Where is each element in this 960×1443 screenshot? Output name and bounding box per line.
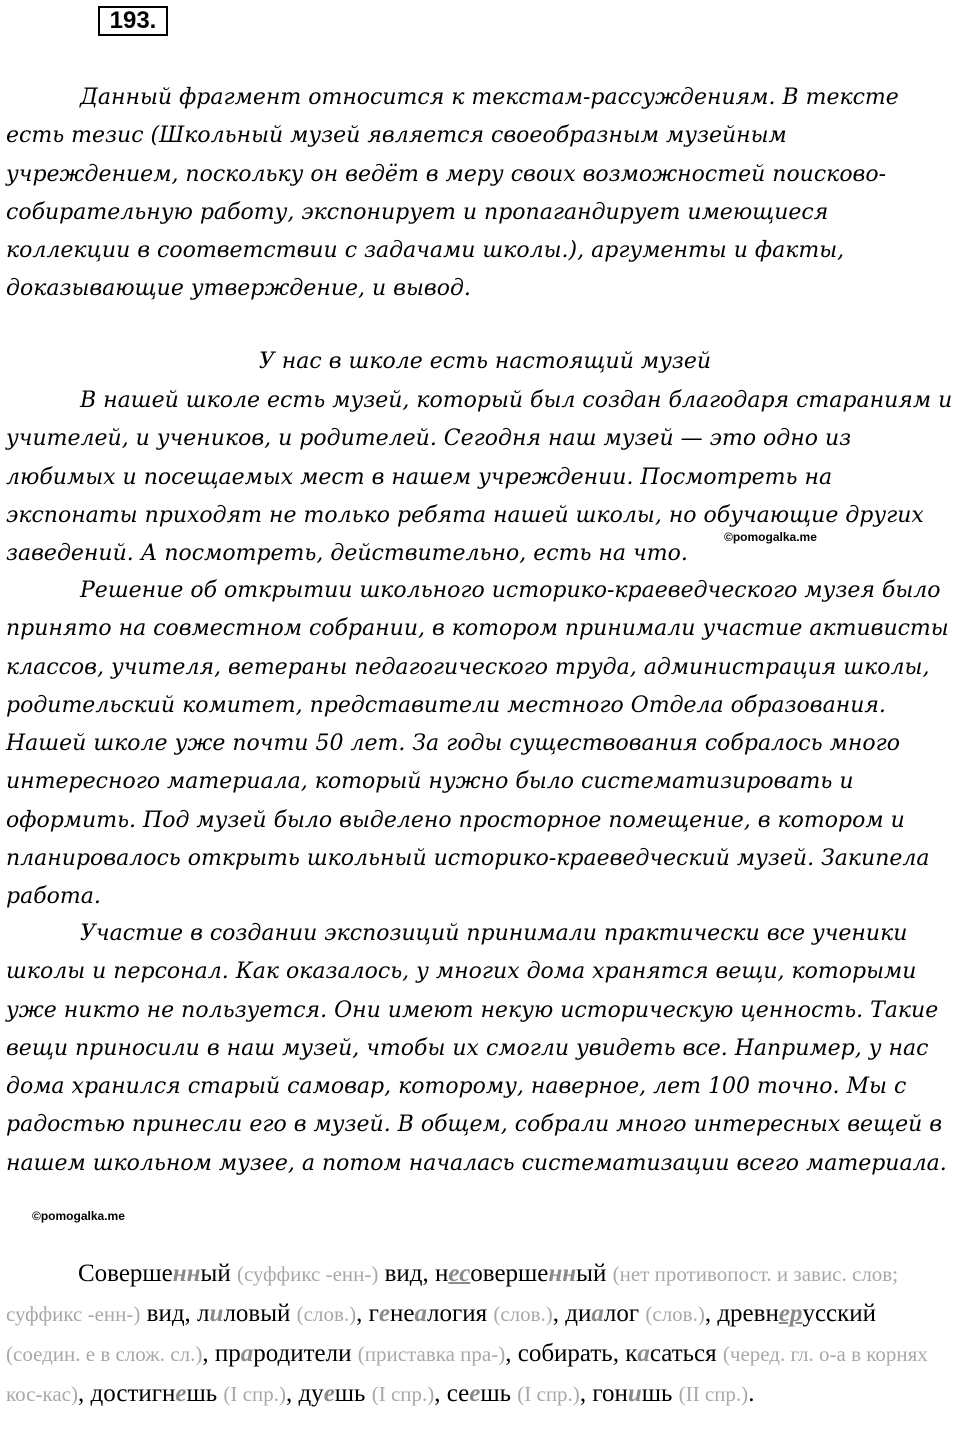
rule-note: (II спр.) (678, 1382, 749, 1406)
rule-note: (I спр.) (517, 1382, 580, 1406)
rule-note: (приставка пра-) (357, 1342, 506, 1366)
highlighted-letters: с (459, 1260, 471, 1287)
highlighted-letters: нн (548, 1260, 577, 1287)
highlighted-letters: а (240, 1340, 254, 1367)
word: се (446, 1380, 470, 1407)
highlighted-letters: ер (778, 1300, 803, 1327)
word: вид, (378, 1260, 436, 1287)
word: ду (298, 1380, 324, 1407)
word: , (356, 1300, 369, 1327)
word: достигн (90, 1380, 176, 1407)
highlighted-letters: и (209, 1300, 224, 1327)
highlighted-letters: и (627, 1380, 642, 1407)
rule-note: (черед. гл. о-а в корнях кос-кас) (6, 1342, 928, 1406)
word: пр (214, 1340, 241, 1367)
essay-paragraph-3: Участие в создании экспозиций принимали практически все ученики школы и персонал. Как оказалось, у многих дома хранятся вещи, которыми уже никто не пользуется. Они имеют некую историческую ценность. Такие вещи приносили в наш музей, чтобы их смогли увидеть все. Например, у нас дома хранился старый самовар, которому, наверное, лет 100 точно. Мы с радостью принесли его в музей. В общем, собрали много интересных вещей в нашем школьном музее, а потом началась систематизации всего материала. (6, 921, 947, 1176)
rule-note: (I спр.) (371, 1382, 435, 1406)
word: усский (802, 1300, 877, 1327)
rule-note: (слов.) (296, 1302, 357, 1326)
rule-note: (суффикс -енн-) (236, 1262, 379, 1286)
word: ловый (223, 1300, 291, 1327)
highlighted-letters: а (637, 1340, 650, 1367)
rule-note: (слов.) (645, 1302, 705, 1326)
highlighted-letters: а (591, 1300, 604, 1327)
essay-title: У нас в школе есть настоящий музей (258, 349, 712, 374)
word: , (202, 1340, 215, 1367)
word: оверше (470, 1260, 549, 1287)
highlighted-letters: нн (172, 1260, 201, 1287)
rule-note: (соедин. е в слож. сл.) (6, 1342, 203, 1366)
watermark: ©pomogalka.me (724, 530, 817, 544)
word: шь (186, 1380, 218, 1407)
word: ди (565, 1300, 592, 1327)
word: шь (480, 1380, 512, 1407)
word: . (748, 1380, 755, 1407)
word: ый (200, 1260, 231, 1287)
word: , (579, 1380, 593, 1407)
rule-note: (нет противопост. и завис. слов; суффикс -енн-) (6, 1262, 899, 1326)
word: родители (253, 1340, 352, 1367)
essay-paragraph-1: В нашей школе есть музей, который был создан благодаря стараниям и учителей, и учеников, и родителей. Сегодня наш музей — это одно из любимых и посещаемых мест в нашем учреждении. Посмотреть на экспонаты приходят не только ребята нашей школы, но обучающие других заведений. А посмотреть, действительно, есть на что. (6, 388, 953, 567)
word: г (368, 1300, 379, 1327)
rule-note: (слов.) (493, 1302, 553, 1326)
highlighted-letters: е (448, 1260, 460, 1287)
word: Соверше (78, 1260, 173, 1287)
word: , (704, 1300, 712, 1327)
word: шь (641, 1380, 673, 1407)
word: л (197, 1300, 210, 1327)
highlighted-letters: е (469, 1380, 481, 1407)
word: вид, (140, 1300, 198, 1327)
intro-paragraph: Данный фрагмент относится к текстам-рассуждениям. В тексте есть тезис (Школьный музей является своеобразным музейным учреждением, поскольку он ведёт в меру своих возможностей поисково-собирательную работу, экспонирует и пропагандирует имеющиеся коллекции в соответствии с задачами школы.), аргументы и факты, доказывающие утверждение, и вывод. (6, 85, 899, 302)
watermark: ©pomogalka.me (32, 1209, 125, 1223)
word: , (285, 1380, 299, 1407)
word: , (434, 1380, 447, 1407)
word: не (389, 1300, 415, 1327)
word: лог (603, 1300, 640, 1327)
rule-note: (I спр.) (223, 1382, 286, 1406)
word: , (552, 1300, 566, 1327)
word: к (625, 1340, 638, 1367)
word: шь (334, 1380, 366, 1407)
word: логия (426, 1300, 488, 1327)
task-number: 193. (98, 6, 168, 36)
word: , собирать, (505, 1340, 619, 1367)
word: древн (717, 1300, 779, 1327)
word: саться (649, 1340, 717, 1367)
highlighted-letters: е (323, 1380, 335, 1407)
word: ый (576, 1260, 607, 1287)
essay-paragraph-2: Решение об открытии школьного историко-краеведческого музея было принято на совместном собрании, в котором принимали участие активисты классов, учителя, ветераны педагогического труда, администрация школы, родительский комитет, представители местного Отдела образования. Нашей школе уже почти 50 лет. За годы существования собралось много интересного материала, который нужно было систематизировать и оформить. Под музей было выделено просторное помещение, в котором и планировалось открыть школьный историко-краеведческий музей. Закипела работа. (6, 578, 949, 910)
spelling-answer (6, 1254, 954, 1414)
highlighted-letters: а (414, 1300, 427, 1327)
word: , (78, 1380, 91, 1407)
word: гон (592, 1380, 628, 1407)
highlighted-letters: е (175, 1380, 187, 1407)
word: н (435, 1260, 449, 1287)
highlighted-letters: е (378, 1300, 390, 1327)
